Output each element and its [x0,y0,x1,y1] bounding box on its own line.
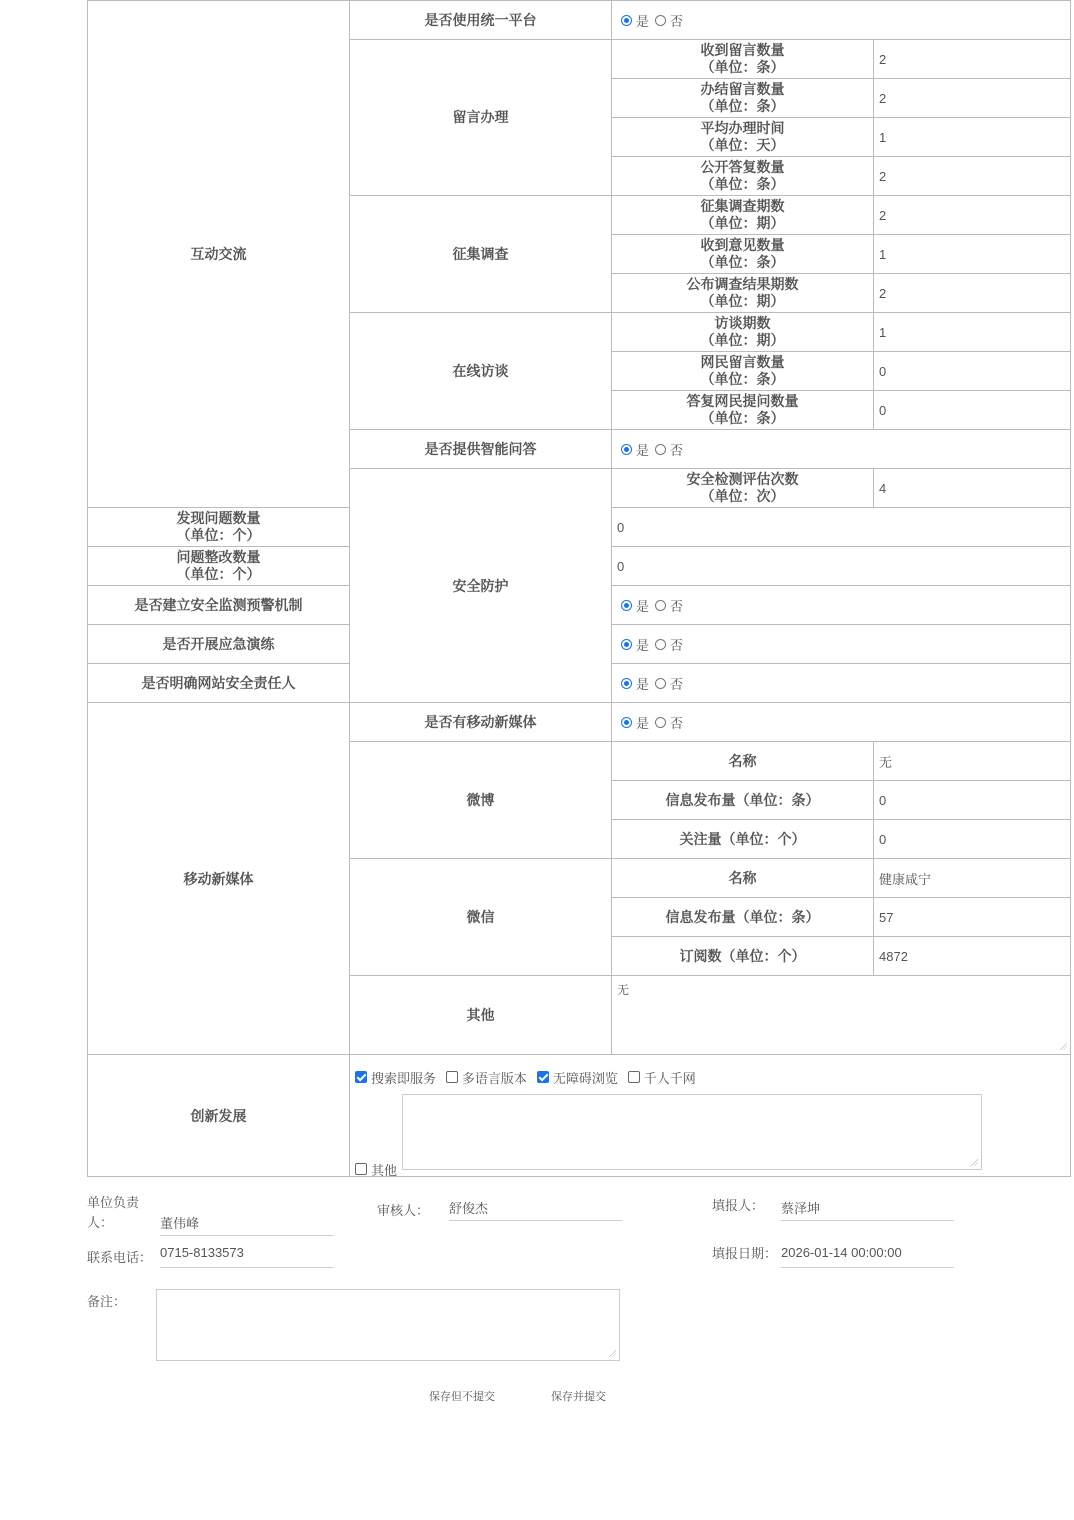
radio-yes-icon[interactable] [621,717,632,728]
security-row-label: 发现问题数量 （单位：个） [88,508,350,547]
phone-input[interactable]: 0715-8133573 [160,1245,333,1268]
message-row-input[interactable]: 1 [874,118,1071,157]
checkbox-other[interactable]: 其他 [355,1160,397,1179]
save-draft-button[interactable]: 保存但不提交 [429,1391,495,1403]
survey-row-input[interactable]: 2 [874,196,1071,235]
wechat-row-input[interactable]: 57 [874,898,1071,937]
responsible-label: 是否明确网站安全责任人 [88,664,350,703]
section-interact: 互动交流 [88,1,350,508]
security-row-input[interactable]: 0 [612,508,1071,547]
filler-input[interactable]: 蔡泽坤 [781,1198,954,1221]
resize-grip-icon[interactable] [970,1158,978,1166]
checkbox-search-service[interactable]: 搜索即服务 [355,1068,436,1087]
radio-yes-icon[interactable] [621,600,632,611]
weibo-row-input[interactable]: 0 [874,781,1071,820]
message-title: 留言办理 [350,40,612,196]
report-table [87,0,1071,1177]
section-security: 安全防护 [350,469,612,703]
interview-row-label: 答复网民提问数量 （单位：条） [612,391,874,430]
weibo-row-label: 名称 [612,742,874,781]
radio-yes-icon[interactable] [621,444,632,455]
message-row-input[interactable]: 2 [874,40,1071,79]
remarks-label: 备注： [87,1294,127,1309]
interview-row-input[interactable]: 0 [874,352,1071,391]
phone-label: 联系电话： [87,1250,153,1265]
other-textarea[interactable]: 无 [612,976,1071,1055]
survey-row-label: 征集调查期数 （单位：期） [612,196,874,235]
checkbox-personalized[interactable]: 千人千网 [628,1068,696,1087]
message-row-label: 收到留言数量 （单位：条） [612,40,874,79]
drill-label: 是否开展应急演练 [88,625,350,664]
radio-no-icon[interactable] [655,639,666,650]
message-row-input[interactable]: 2 [874,79,1071,118]
checkbox-multi-language[interactable]: 多语言版本 [446,1068,527,1087]
checkbox-empty-icon [628,1071,640,1083]
interview-row-label: 网民留言数量 （单位：条） [612,352,874,391]
other-title: 其他 [350,976,612,1055]
weibo-row-label: 信息发布量（单位：条） [612,781,874,820]
section-innovation: 创新发展 [88,1055,350,1177]
wechat-title: 微信 [350,859,612,976]
survey-row-input[interactable]: 1 [874,235,1071,274]
radio-no-icon[interactable] [655,15,666,26]
reviewer-label: 审核人： [377,1203,430,1218]
resize-grip-icon[interactable] [608,1349,616,1357]
security-row-label: 问题整改数量 （单位：个） [88,547,350,586]
date-label: 填报日期： [712,1246,778,1261]
radio-yes-icon[interactable] [621,678,632,689]
unit-head-input[interactable]: 董伟峰 [160,1213,333,1236]
radio-yes-icon[interactable] [621,15,632,26]
drill-radio: 是 否 [612,625,1071,664]
checkbox-checked-icon [355,1071,367,1083]
weibo-row-input[interactable]: 无 [874,742,1071,781]
radio-no-icon[interactable] [655,678,666,689]
survey-row-label: 公布调查结果期数 （单位：期） [612,274,874,313]
smart-qa-label: 是否提供智能问答 [350,430,612,469]
checkbox-empty-icon [446,1071,458,1083]
message-row-label: 办结留言数量 （单位：条） [612,79,874,118]
has-mobile-radio: 是 否 [612,703,1071,742]
interview-row-input[interactable]: 1 [874,313,1071,352]
interview-title: 在线访谈 [350,313,612,430]
filler-label: 填报人： [712,1198,765,1213]
date-input[interactable]: 2026-01-14 00:00:00 [781,1245,954,1268]
weibo-row-input[interactable]: 0 [874,820,1071,859]
section-mobile: 移动新媒体 [88,703,350,1055]
radio-no-icon[interactable] [655,717,666,728]
unit-head-label: 单位负责人： [87,1195,140,1230]
warning-label: 是否建立安全监测预警机制 [88,586,350,625]
checkbox-accessibility[interactable]: 无障碍浏览 [537,1068,618,1087]
interview-row-label: 访谈期数 （单位：期） [612,313,874,352]
message-row-label: 平均办理时间 （单位：天） [612,118,874,157]
security-row-label: 安全检测评估次数 （单位：次） [612,469,874,508]
survey-row-label: 收到意见数量 （单位：条） [612,235,874,274]
innovation-other-textarea[interactable] [402,1094,982,1170]
survey-title: 征集调查 [350,196,612,313]
weibo-row-label: 关注量（单位：个） [612,820,874,859]
responsible-radio: 是 否 [612,664,1071,703]
message-row-input[interactable]: 2 [874,157,1071,196]
wechat-row-input[interactable]: 4872 [874,937,1071,976]
unified-platform-radio: 是 否 [612,1,1071,40]
warning-radio: 是 否 [612,586,1071,625]
remarks-textarea[interactable] [156,1289,620,1361]
security-row-input[interactable]: 0 [612,547,1071,586]
security-row-input[interactable]: 4 [874,469,1071,508]
radio-no-icon[interactable] [655,444,666,455]
wechat-row-label: 名称 [612,859,874,898]
wechat-row-label: 信息发布量（单位：条） [612,898,874,937]
wechat-row-input[interactable]: 健康咸宁 [874,859,1071,898]
resize-grip-icon[interactable] [1059,1042,1067,1050]
wechat-row-label: 订阅数（单位：个） [612,937,874,976]
weibo-title: 微博 [350,742,612,859]
save-submit-button[interactable]: 保存并提交 [551,1391,606,1403]
radio-yes-icon[interactable] [621,639,632,650]
checkbox-empty-icon [355,1163,367,1175]
has-mobile-label: 是否有移动新媒体 [350,703,612,742]
radio-no-icon[interactable] [655,600,666,611]
reviewer-input[interactable]: 舒俊杰 [449,1198,622,1221]
checkbox-checked-icon [537,1071,549,1083]
innovation-cell [350,1055,1071,1177]
unified-platform-label: 是否使用统一平台 [350,1,612,40]
message-row-label: 公开答复数量 （单位：条） [612,157,874,196]
smart-qa-radio: 是 否 [612,430,1071,469]
survey-row-input[interactable]: 2 [874,274,1071,313]
interview-row-input[interactable]: 0 [874,391,1071,430]
